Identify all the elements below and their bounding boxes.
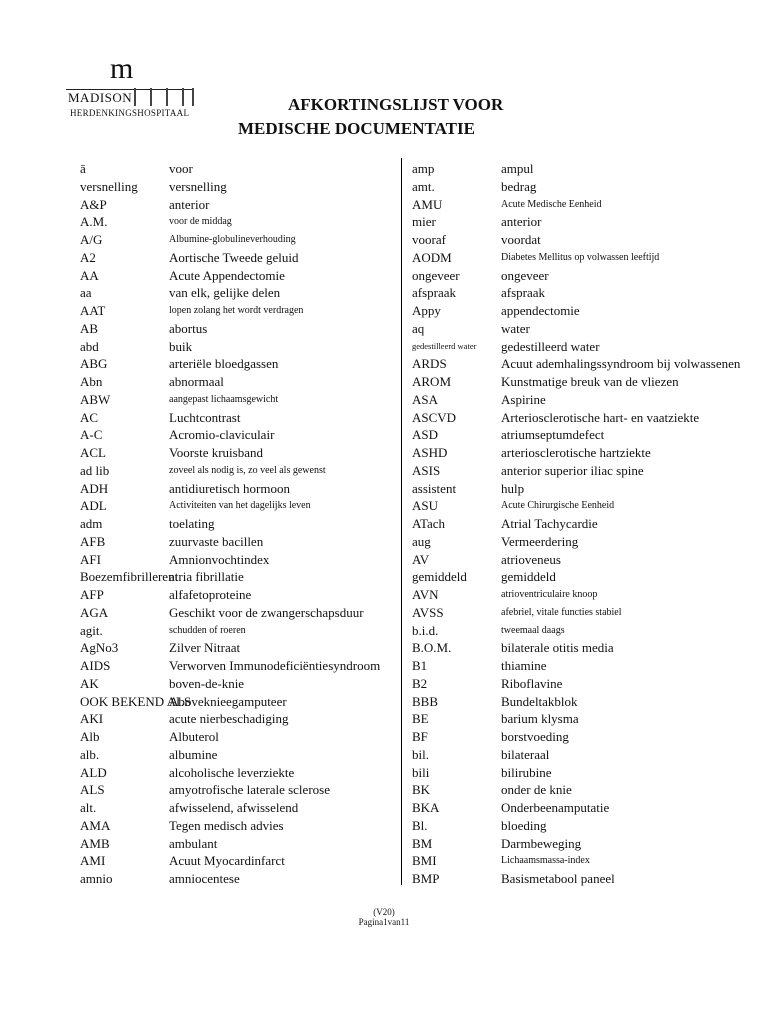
abbreviation-term: Alb xyxy=(80,729,100,744)
abbreviation-definition: Acute Chirurgische Eenheid xyxy=(501,500,615,512)
abbreviation-row xyxy=(80,586,400,604)
abbreviation-definition: amniocentese xyxy=(169,871,240,886)
abbreviation-term: BKA xyxy=(412,800,440,815)
abbreviation-term: alb. xyxy=(80,746,100,762)
document-title-line1: AFKORTINGSLIJST VOOR xyxy=(288,95,504,114)
abbreviation-definition: Aortische Tweede geluid xyxy=(169,249,299,265)
abbreviation-row xyxy=(80,710,400,728)
abbreviation-definition: Aboveknieegamputeer xyxy=(169,693,287,709)
abbreviation-definition: hulp xyxy=(501,480,525,496)
abbreviation-term: Bl. xyxy=(412,817,428,833)
abbreviation-definition: Acuut ademhalingssyndroom bij volwassenen xyxy=(501,356,741,372)
abbreviation-definition: versnelling xyxy=(169,178,227,194)
abbreviation-term: ALD xyxy=(80,764,107,780)
abbreviation-definition: bilateraal xyxy=(501,746,550,762)
abbreviation-definition: gemiddeld xyxy=(501,569,556,585)
abbreviation-term: b.i.d. xyxy=(412,622,439,638)
abbreviation-row xyxy=(412,231,742,249)
abbreviation-row xyxy=(80,213,400,231)
abbreviation-row xyxy=(412,586,742,604)
abbreviation-definition: albumine xyxy=(169,746,218,762)
abbreviation-row xyxy=(412,533,742,551)
abbreviation-definition: van elk, gelijke delen xyxy=(169,285,281,301)
abbreviation-definition: toelating xyxy=(169,516,215,531)
abbreviation-row xyxy=(80,746,400,764)
column-divider xyxy=(401,158,402,885)
abbreviation-term: BF xyxy=(412,729,428,744)
abbreviation-definition: antidiuretisch hormoon xyxy=(169,480,290,496)
abbreviation-definition: Albuterol xyxy=(169,729,219,744)
abbreviation-term: BM xyxy=(412,835,433,851)
abbreviation-row xyxy=(412,515,742,533)
abbreviation-row xyxy=(412,196,742,214)
abbreviation-term: AA xyxy=(80,267,99,283)
abbreviation-row xyxy=(80,302,400,320)
abbreviation-row xyxy=(412,728,742,746)
abbreviation-term: ASIS xyxy=(412,462,441,478)
abbreviation-row xyxy=(80,675,400,693)
abbreviation-definition: acute nierbeschadiging xyxy=(169,711,289,727)
abbreviation-definition: gedestilleerd water xyxy=(501,338,600,354)
abbreviation-definition: Vermeerdering xyxy=(501,533,579,549)
abbreviation-term: ASHD xyxy=(412,445,448,460)
abbreviation-term: B1 xyxy=(412,658,428,673)
abbreviation-term: ad lib xyxy=(80,462,110,478)
abbreviation-term: ABW xyxy=(80,391,111,407)
abbreviation-row xyxy=(80,373,400,391)
abbreviation-definition: Aspirine xyxy=(501,391,546,407)
abbreviation-row xyxy=(412,781,742,799)
abbreviation-definition: alcoholische leverziekte xyxy=(169,764,295,780)
abbreviation-term: AFB xyxy=(80,533,106,549)
abbreviation-definition: onder de knie xyxy=(501,782,572,798)
abbreviation-row xyxy=(412,622,742,640)
abbreviation-definition: ambulant xyxy=(169,835,218,851)
abbreviation-term: aq xyxy=(412,320,425,336)
abbreviation-term: versnelling xyxy=(80,178,138,194)
abbreviation-row xyxy=(412,213,742,231)
footer-page-number: Pagina1van11 xyxy=(358,917,410,927)
abbreviation-term: gemiddeld xyxy=(412,569,467,585)
abbreviation-row xyxy=(412,835,742,853)
abbreviation-definition: voor xyxy=(169,161,193,176)
abbreviation-term: ā xyxy=(80,161,86,176)
abbreviation-definition: afwisselend, afwisselend xyxy=(169,800,299,815)
abbreviation-definition: Riboflavine xyxy=(501,675,563,691)
abbreviation-definition: ongeveer xyxy=(501,267,549,283)
abbreviation-row xyxy=(412,710,742,728)
abbreviation-row xyxy=(412,604,742,622)
abbreviation-row xyxy=(412,693,742,711)
abbreviation-definition: Tegen medisch advies xyxy=(169,817,284,833)
abbreviation-row xyxy=(80,178,400,196)
abbreviation-row xyxy=(412,852,742,870)
abbreviation-term: Appy xyxy=(412,303,441,318)
abbreviation-term: ADH xyxy=(80,480,109,496)
abbreviation-term: ATach xyxy=(412,516,446,531)
abbreviation-definition: appendectomie xyxy=(501,303,580,318)
abbreviation-row xyxy=(80,231,400,249)
abbreviation-term: AFP xyxy=(80,587,104,602)
abbreviation-definition: barium klysma xyxy=(501,711,579,727)
abbreviation-definition: Zilver Nitraat xyxy=(169,640,241,656)
abbreviation-term: ALS xyxy=(80,782,105,798)
abbreviation-definition: arteriële bloedgassen xyxy=(169,356,279,372)
abbreviation-definition: Acute Appendectomie xyxy=(169,267,285,283)
abbreviation-row xyxy=(80,568,400,586)
abbreviation-row xyxy=(80,835,400,853)
abbreviation-definition: anterior superior iliac spine xyxy=(501,462,644,478)
abbreviation-row xyxy=(412,178,742,196)
abbreviation-term: ASD xyxy=(412,427,439,443)
abbreviation-term: ADL xyxy=(80,498,107,514)
abbreviation-definition: voor de middag xyxy=(169,216,232,228)
abbreviation-row xyxy=(412,657,742,675)
abbreviation-definition: Diabetes Mellitus op volwassen leeftijd xyxy=(501,251,660,263)
abbreviation-definition: water xyxy=(501,320,530,336)
abbreviation-definition: ampul xyxy=(501,161,534,176)
abbreviation-definition: buik xyxy=(169,338,193,354)
abbreviation-definition: afspraak xyxy=(501,285,546,301)
abbreviation-definition: abnormaal xyxy=(169,374,224,389)
abbreviation-term: A&P xyxy=(80,196,107,212)
abbreviation-row xyxy=(80,799,400,817)
abbreviation-definition: borstvoeding xyxy=(501,729,569,744)
abbreviation-definition: bilirubine xyxy=(501,764,552,780)
abbreviation-row xyxy=(80,355,400,373)
abbreviation-term: AgNo3 xyxy=(80,640,119,656)
abbreviation-definition: Acute Medische Eenheid xyxy=(501,198,602,210)
logo-letter: m xyxy=(110,52,134,85)
abbreviation-term: abd xyxy=(80,338,99,354)
abbreviation-definition: Geschikt voor de zwangerschapsduur xyxy=(169,604,364,620)
abbreviation-definition: afebriel, vitale functies stabiel xyxy=(501,606,622,618)
abbreviation-row xyxy=(412,391,742,409)
abbreviation-row xyxy=(80,267,400,285)
abbreviation-definition: Amnionvochtindex xyxy=(169,551,270,567)
abbreviation-row xyxy=(80,604,400,622)
abbreviation-row xyxy=(80,852,400,870)
abbreviation-row xyxy=(80,764,400,782)
abbreviation-term: Boezemfibrillerent xyxy=(80,569,179,585)
abbreviation-row xyxy=(412,160,742,178)
abbreviation-term: AVSS xyxy=(412,604,444,620)
logo-stripes xyxy=(130,88,194,106)
logo-name: MADISON xyxy=(68,90,133,105)
abbreviation-row xyxy=(412,338,742,356)
abbreviation-row xyxy=(80,817,400,835)
abbreviation-term: AMI xyxy=(80,853,106,869)
abbreviation-term: B.O.M. xyxy=(412,640,452,656)
abbreviation-row xyxy=(80,533,400,551)
abbreviation-definition: Acromio-claviculair xyxy=(169,427,275,443)
abbreviation-term: A.M. xyxy=(80,214,108,230)
abbreviation-term: assistent xyxy=(412,480,457,496)
abbreviation-row xyxy=(412,675,742,693)
abbreviation-term: AK xyxy=(80,675,99,691)
abbreviation-definition: Acuut Myocardinfarct xyxy=(169,853,285,869)
abbreviation-row xyxy=(80,497,400,515)
abbreviation-row xyxy=(80,160,400,178)
abbreviation-term: AVN xyxy=(412,587,439,602)
abbreviation-definition: schudden of roeren xyxy=(169,624,246,636)
abbreviation-row xyxy=(412,817,742,835)
abbreviation-row xyxy=(80,284,400,302)
abbreviation-definition: Kunstmatige breuk van de vliezen xyxy=(501,374,679,389)
abbreviation-definition: Basismetabool paneel xyxy=(501,871,615,886)
abbreviation-term: adm xyxy=(80,516,103,531)
abbreviation-row xyxy=(412,249,742,267)
abbreviation-row xyxy=(412,284,742,302)
abbreviation-term: AMU xyxy=(412,196,443,212)
abbreviation-definition: anterior xyxy=(169,196,210,212)
abbreviation-definition: Bundeltakblok xyxy=(501,693,578,709)
abbreviation-term: AV xyxy=(412,551,430,567)
abbreviation-term: AROM xyxy=(412,374,452,389)
abbreviation-term: agit. xyxy=(80,622,103,638)
abbreviation-term: AAT xyxy=(80,303,106,318)
abbreviation-definition: boven-de-knie xyxy=(169,675,245,691)
abbreviation-definition: atrioventriculaire knoop xyxy=(501,589,598,600)
abbreviation-term: afspraak xyxy=(412,285,457,301)
abbreviation-term: ABG xyxy=(80,356,108,372)
abbreviation-row xyxy=(412,426,742,444)
abbreviation-definition: bedrag xyxy=(501,178,537,194)
abbreviation-term: AMA xyxy=(80,817,111,833)
abbreviation-row xyxy=(80,693,400,711)
abbreviation-row xyxy=(80,249,400,267)
abbreviation-term: AFI xyxy=(80,551,101,567)
abbreviation-term: ARDS xyxy=(412,356,447,372)
abbreviation-row xyxy=(80,639,400,657)
abbreviation-definition: zuurvaste bacillen xyxy=(169,533,264,549)
abbreviation-term: aa xyxy=(80,285,92,301)
abbreviation-definition: anterior xyxy=(501,214,542,230)
abbreviation-definition: Lichaamsmassa-index xyxy=(501,855,590,867)
abbreviation-term: AKI xyxy=(80,711,104,727)
abbreviation-definition: Verworven Immunodeficiëntiesyndroom xyxy=(169,658,381,673)
abbreviation-row xyxy=(80,515,400,533)
abbreviation-row xyxy=(412,799,742,817)
abbreviation-row xyxy=(80,728,400,746)
abbreviation-term: BMP xyxy=(412,871,440,886)
abbreviation-definition: bloeding xyxy=(501,817,547,833)
abbreviation-row xyxy=(412,551,742,569)
abbreviation-row xyxy=(412,497,742,515)
abbreviation-term: AMB xyxy=(80,835,110,851)
abbreviation-term: AC xyxy=(80,409,99,425)
abbreviation-term: ASCVD xyxy=(412,409,457,425)
abbreviation-term: ACL xyxy=(80,445,106,460)
abbreviation-definition: Voorste kruisband xyxy=(169,445,264,460)
abbreviation-definition: atrioveneus xyxy=(501,551,561,567)
abbreviation-definition: Darmbeweging xyxy=(501,835,582,851)
abbreviation-term: ongeveer xyxy=(412,267,460,283)
abbreviation-definition: amyotrofische laterale sclerose xyxy=(169,782,330,798)
abbreviation-row xyxy=(412,639,742,657)
abbreviation-term: B2 xyxy=(412,675,428,691)
abbreviation-row xyxy=(80,338,400,356)
abbreviation-term: BBB xyxy=(412,693,439,709)
abbreviation-row xyxy=(412,267,742,285)
abbreviation-row xyxy=(412,746,742,764)
abbreviation-row xyxy=(412,568,742,586)
abbreviation-term: BMI xyxy=(412,853,437,869)
abbreviation-term: ASA xyxy=(412,391,439,407)
abbreviation-definition: aangepast lichaamsgewicht xyxy=(169,393,279,405)
abbreviation-term: BK xyxy=(412,782,431,798)
abbreviation-row xyxy=(80,551,400,569)
abbreviation-term: amp xyxy=(412,161,435,176)
abbreviation-definition: atria fibrillatie xyxy=(169,569,244,585)
document-title-line2: MEDISCHE DOCUMENTATIE xyxy=(238,119,475,138)
abbreviation-definition: Arteriosclerotische hart- en vaatziekte xyxy=(501,409,700,425)
abbreviation-definition: Atrial Tachycardie xyxy=(501,516,598,531)
abbreviation-row xyxy=(412,480,742,498)
abbreviation-row xyxy=(412,444,742,462)
abbreviation-definition: arteriosclerotische hartziekte xyxy=(501,445,651,460)
abbreviation-row xyxy=(412,302,742,320)
logo-subtitle: HERDENKINGSHOSPITAAL xyxy=(70,108,190,118)
abbreviation-row xyxy=(80,657,400,675)
abbreviation-term: A-C xyxy=(80,427,103,443)
abbreviation-term: gedestilleerd water xyxy=(412,340,477,351)
abbreviation-definition: Onderbeenamputatie xyxy=(501,800,610,815)
abbreviation-definition: tweemaal daags xyxy=(501,624,565,636)
abbreviation-definition: abortus xyxy=(169,320,208,336)
abbreviation-row xyxy=(80,426,400,444)
abbreviation-row xyxy=(80,870,400,888)
abbreviation-term: vooraf xyxy=(412,232,446,247)
abbreviation-term: AGA xyxy=(80,604,109,620)
abbreviation-term: amnio xyxy=(80,871,113,886)
abbreviation-row xyxy=(80,444,400,462)
abbreviation-term: OOK BEKEND ALS xyxy=(80,693,192,709)
abbreviation-term: AODM xyxy=(412,249,452,265)
abbreviation-row xyxy=(412,870,742,888)
abbreviation-row xyxy=(412,409,742,427)
abbreviation-term: alt. xyxy=(80,800,97,815)
abbreviation-term: A/G xyxy=(80,232,103,247)
abbreviation-definition: alfafetoproteine xyxy=(169,587,252,602)
abbreviation-row xyxy=(80,622,400,640)
abbreviation-term: amt. xyxy=(412,178,435,194)
abbreviation-row xyxy=(412,373,742,391)
abbreviation-term: BE xyxy=(412,711,429,727)
abbreviation-term: A2 xyxy=(80,249,96,265)
abbreviation-row xyxy=(412,764,742,782)
abbreviation-list-left xyxy=(80,160,400,888)
abbreviation-row xyxy=(412,462,742,480)
abbreviation-row xyxy=(412,320,742,338)
abbreviation-list-right xyxy=(412,160,742,888)
abbreviation-term: ASU xyxy=(412,498,439,514)
hospital-logo xyxy=(64,52,204,122)
abbreviation-term: AIDS xyxy=(80,658,111,673)
abbreviation-row xyxy=(412,355,742,373)
abbreviation-definition: zoveel als nodig is, zo veel als gewenst xyxy=(169,464,326,476)
abbreviation-row xyxy=(80,480,400,498)
abbreviation-term: mier xyxy=(412,214,436,230)
abbreviation-row xyxy=(80,196,400,214)
abbreviation-definition: Luchtcontrast xyxy=(169,409,241,425)
abbreviation-row xyxy=(80,462,400,480)
abbreviation-row xyxy=(80,409,400,427)
abbreviation-definition: Albumine-globulineverhouding xyxy=(169,234,296,245)
abbreviation-definition: Activiteiten van het dagelijks leven xyxy=(169,500,311,512)
abbreviation-row xyxy=(80,781,400,799)
abbreviation-term: AB xyxy=(80,320,99,336)
abbreviation-definition: bilaterale otitis media xyxy=(501,640,614,656)
abbreviation-definition: voordat xyxy=(501,232,541,247)
abbreviation-definition: atriumseptumdefect xyxy=(501,427,605,443)
abbreviation-row xyxy=(80,320,400,338)
footer-version: (V20) xyxy=(373,907,395,917)
abbreviation-term: bil. xyxy=(412,746,429,762)
abbreviation-term: aug xyxy=(412,533,431,549)
abbreviation-definition: thiamine xyxy=(501,658,547,673)
abbreviation-row xyxy=(80,391,400,409)
abbreviation-definition: lopen zolang het wordt verdragen xyxy=(169,305,304,316)
abbreviation-term: Abn xyxy=(80,374,103,389)
abbreviation-term: bili xyxy=(412,764,430,780)
